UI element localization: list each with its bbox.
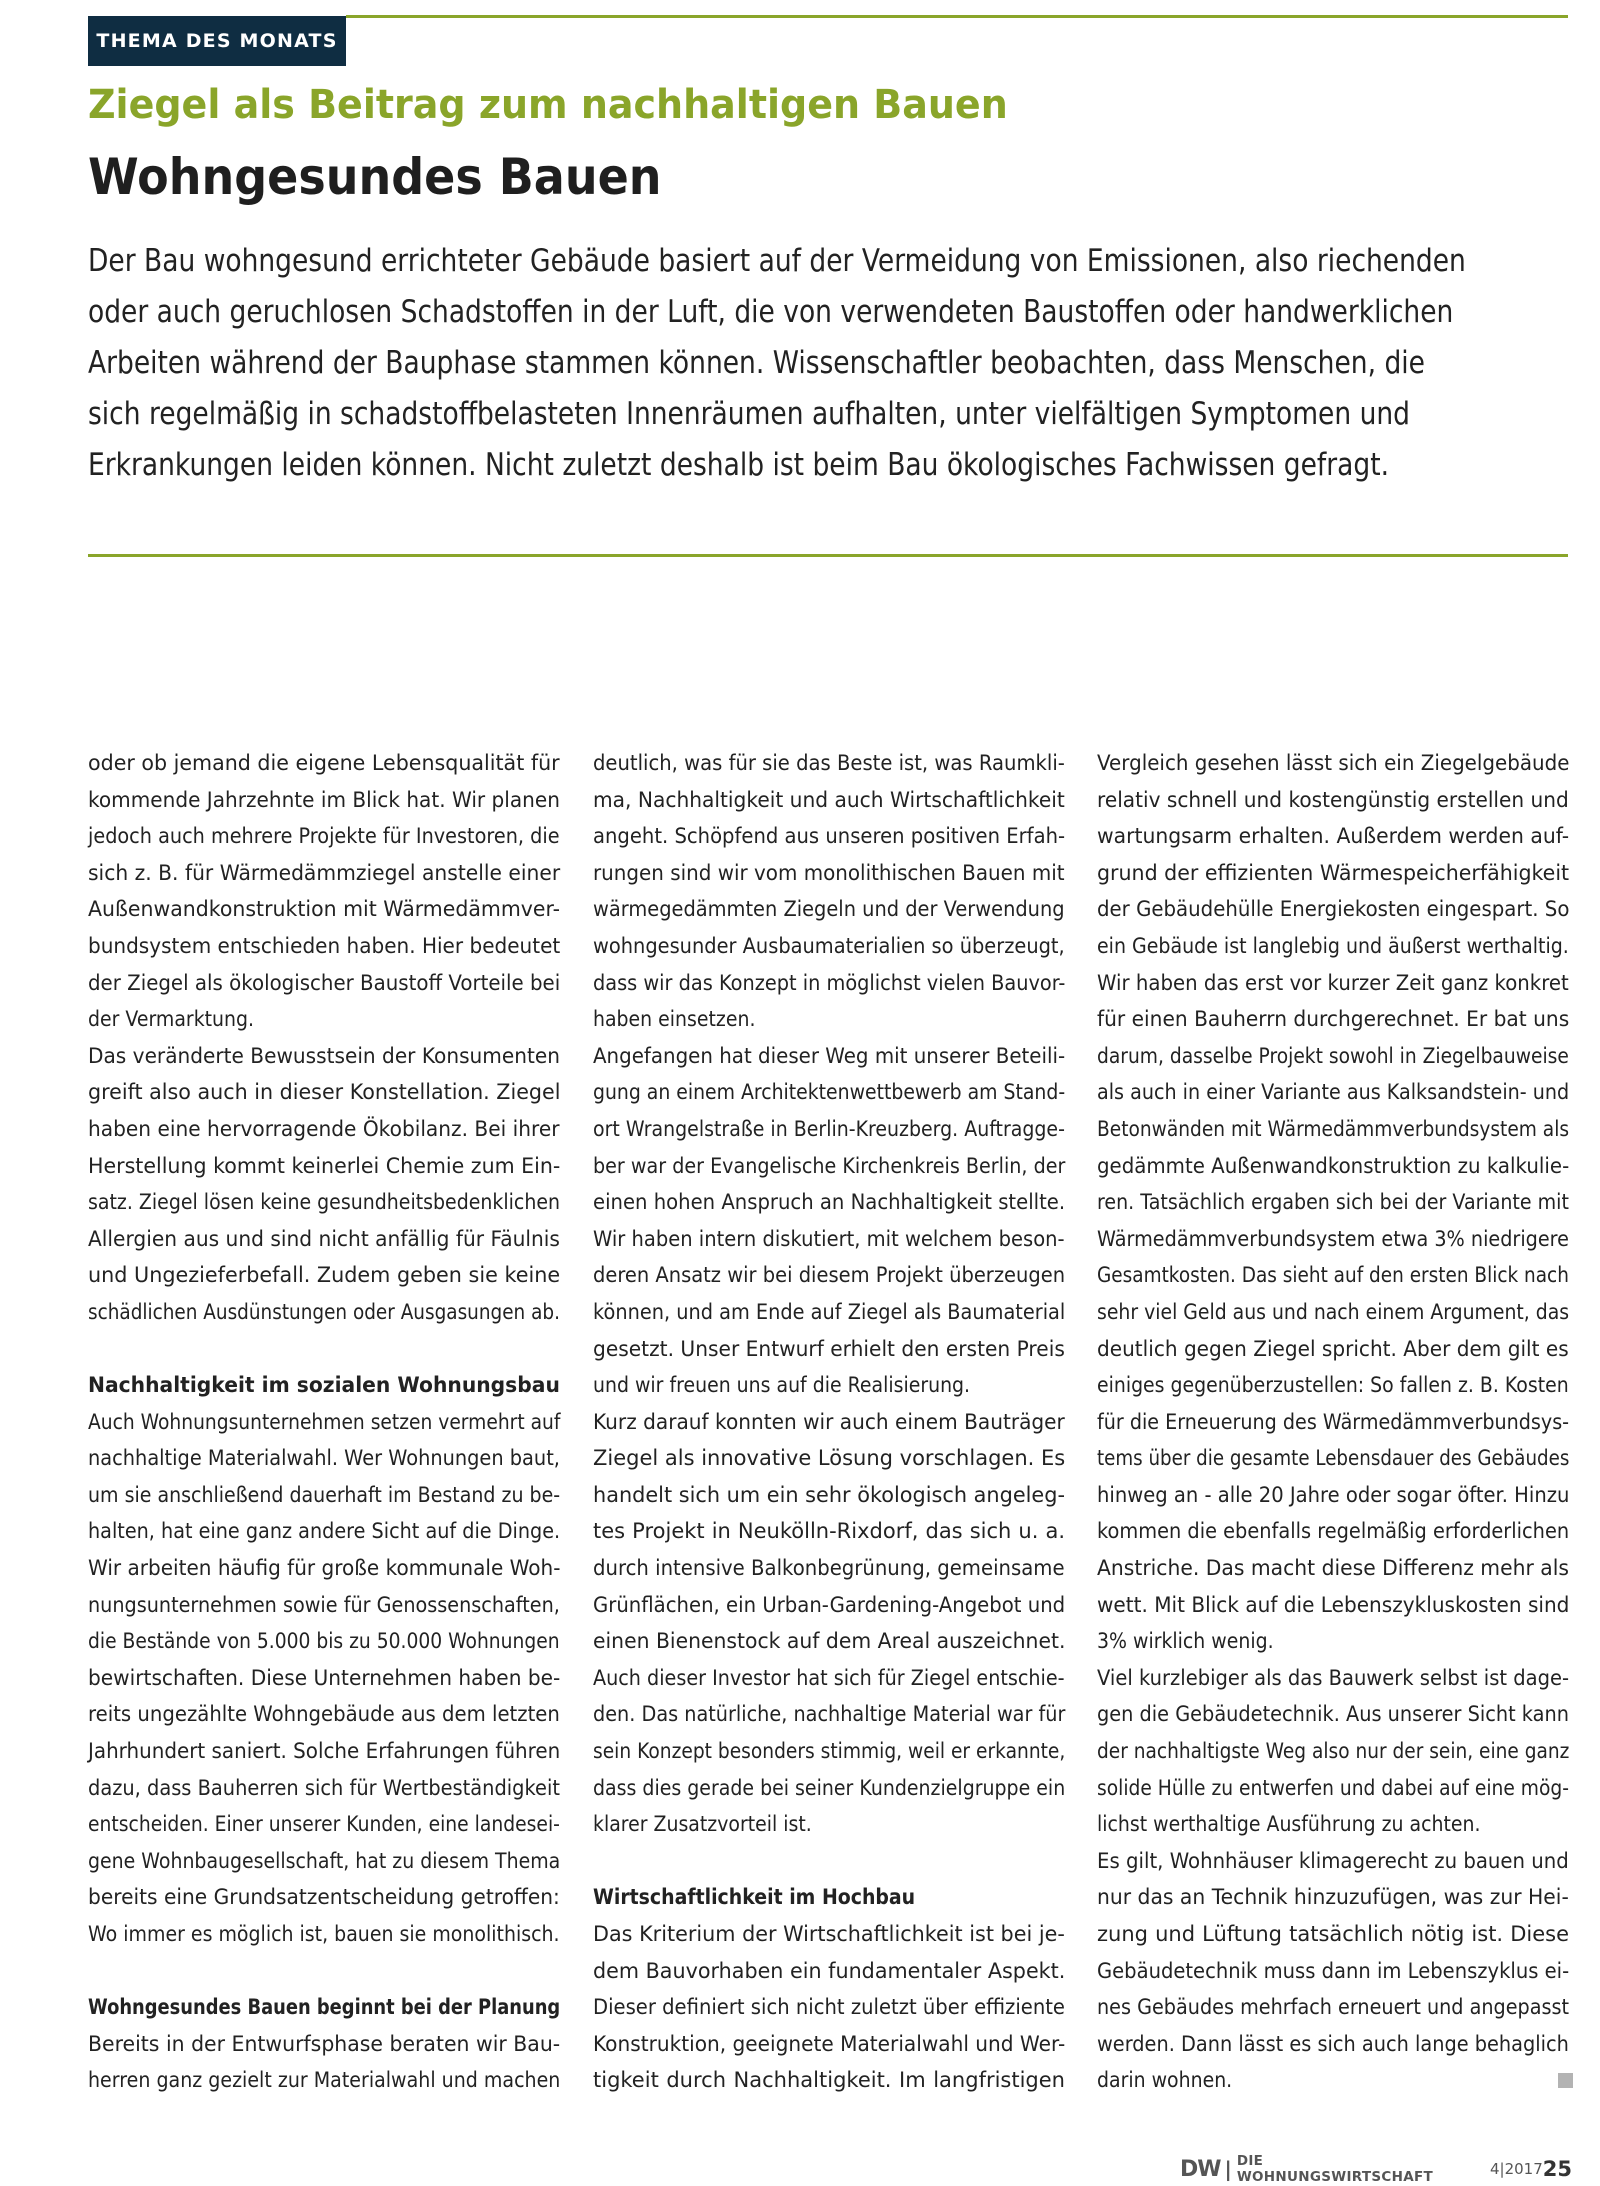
body-text: der Vermarktung. [88, 1007, 255, 1032]
body-text-line [88, 1623, 560, 1660]
body-text: entscheiden. Einer unserer Kunden, eine landesei- [88, 1812, 560, 1837]
body-text: halten, hat eine ganz andere Sicht auf die Dinge. [88, 1519, 561, 1544]
body-text-line [1097, 1843, 1569, 1880]
body-text-line [593, 855, 1065, 892]
body-text: handelt sich um ein sehr ökologisch angeleg- [593, 1482, 1065, 1507]
lead-line: Arbeiten während der Bauphase stammen können. Wissenschaftler beobachten, dass Menschen, die [88, 345, 1425, 381]
body-text: Auch dieser Investor hat sich für Ziegel entschie- [593, 1665, 1065, 1690]
body-text-line [1097, 1294, 1569, 1331]
body-text: lichst werthaltige Ausführung zu achten. [1097, 1812, 1481, 1837]
body-text: für die Erneuerung des Wärmedämmverbundsys- [1097, 1409, 1570, 1434]
body-text-line [593, 1074, 1065, 1111]
body-text-line [88, 1221, 560, 1258]
body-text: Das Kriterium der Wirtschaftlichkeit ist bei je- [593, 1922, 1065, 1946]
body-text-line [593, 1953, 1065, 1990]
body-text-line [88, 1879, 560, 1916]
body-text: Wir haben intern diskutiert, mit welchem beson- [593, 1226, 1065, 1251]
body-text: wartungsarm erhalten. Außerdem werden auf- [1097, 824, 1570, 849]
body-text-line [593, 1404, 1065, 1441]
body-text: Jahrhundert saniert. Solche Erfahrungen führen [88, 1739, 561, 1764]
body-text-line [88, 1294, 560, 1331]
body-text: zung und Lüftung tatsächlich nötig ist. Diese [1097, 1922, 1569, 1946]
body-text-line [1097, 891, 1569, 928]
body-text: 3% wirklich wenig. [1097, 1629, 1274, 1654]
body-text: ma, Nachhaltigkeit und auch Wirtschaftlichkeit [593, 787, 1065, 812]
body-text: herren ganz gezielt zur Materialwahl und machen [88, 2068, 561, 2093]
body-text: Viel kurzlebiger als das Bauwerk selbst ist dage- [1097, 1665, 1569, 1690]
body-text-line [593, 1367, 1065, 1404]
body-text-line [88, 1806, 560, 1843]
body-text-line [593, 1696, 1065, 1733]
body-text-line [88, 1660, 560, 1697]
body-text: jedoch auch mehrere Projekte für Investoren, die [88, 824, 560, 849]
body-text: dem Bauvorhaben ein fundamentaler Aspekt. [593, 1958, 1066, 1983]
text-column-3 [1097, 745, 1569, 2099]
body-text: Anstriche. Das macht diese Differenz mehr als [1097, 1556, 1569, 1581]
body-text-line [593, 745, 1065, 782]
body-text: klarer Zusatzvorteil ist. [593, 1812, 812, 1837]
text-column-2 [593, 745, 1065, 2099]
page-footer [1180, 2153, 1572, 2185]
body-text-line [593, 1513, 1065, 1550]
body-text-line [1097, 782, 1569, 819]
body-text: Grünflächen, ein Urban-Gardening-Angebot und [593, 1592, 1066, 1617]
body-text: und Ungezieferbefall. Zudem geben sie keine [88, 1263, 561, 1288]
body-text: Betonwänden mit Wärmedämmverbundsystem als [1097, 1116, 1570, 1141]
magazine-logo: DW [1180, 2156, 1221, 2182]
body-text: deutlich gegen Ziegel spricht. Aber dem gilt es [1097, 1336, 1569, 1361]
paragraph-gap [593, 1843, 1065, 1880]
body-text-line [1097, 1660, 1569, 1697]
body-text-line [88, 928, 560, 965]
body-text: sich z. B. für Wärmedämmziegel anstelle einer [88, 860, 561, 885]
body-text-line [88, 965, 560, 1002]
body-text-line [593, 1331, 1065, 1368]
body-text: sehr viel Geld aus und nach einem Argument, das [1097, 1299, 1570, 1324]
article-end-square-icon [1558, 2073, 1573, 2088]
body-text-line [593, 1038, 1065, 1075]
body-text: tigkeit durch Nachhaltigkeit. Im langfristigen [593, 2068, 1065, 2093]
body-text: haben einsetzen. [593, 1007, 756, 1032]
body-text-line [1097, 1111, 1569, 1148]
body-text-line [88, 1770, 560, 1807]
body-text-line [1097, 1733, 1569, 1770]
body-text-line [1097, 745, 1569, 782]
body-text-line [593, 782, 1065, 819]
body-text: einen hohen Anspruch an Nachhaltigkeit stellte. [593, 1190, 1066, 1215]
body-text-line [593, 1257, 1065, 1294]
body-text: der nachhaltigste Weg also nur der sein, eine ganz [1097, 1739, 1570, 1764]
body-text-line [1097, 1879, 1569, 1916]
body-text-line [1097, 818, 1569, 855]
body-text: kommen die ebenfalls regelmäßig erforderlichen [1097, 1519, 1570, 1544]
body-text-line [1097, 1623, 1569, 1660]
body-text: für einen Bauherrn durchgerechnet. Er bat uns [1097, 1007, 1570, 1032]
body-text-line [88, 1733, 560, 1770]
text-column-1 [88, 745, 560, 2099]
body-text-line [88, 1916, 560, 1953]
body-text: gen die Gebäudetechnik. Aus unserer Sicht kann [1097, 1702, 1569, 1727]
body-text-line [593, 2062, 1065, 2099]
body-text-line [1097, 1074, 1569, 1111]
body-text-line [593, 928, 1065, 965]
section-tag [88, 16, 346, 66]
body-text-line [88, 1587, 560, 1624]
body-text: ein Gebäude ist langlebig und äußerst werthaltig. [1097, 933, 1569, 958]
body-text: oder ob jemand die eigene Lebensqualität für [88, 751, 560, 775]
section-heading-text: Nachhaltigkeit im sozialen Wohnungsbau [88, 1373, 560, 1398]
body-text: gedämmte Außenwandkonstruktion zu kalkulie- [1097, 1153, 1570, 1178]
body-text-line [1097, 1696, 1569, 1733]
lead-paragraph [88, 236, 1588, 491]
body-text-line [1097, 965, 1569, 1002]
body-text-line [88, 1111, 560, 1148]
body-text-line [1097, 1257, 1569, 1294]
top-divider [346, 15, 1568, 18]
body-text: durch intensive Balkonbegrünung, gemeinsame [593, 1556, 1065, 1581]
body-text-line [593, 1916, 1065, 1953]
body-text-line [593, 1111, 1065, 1148]
body-text-line [1097, 1038, 1569, 1075]
body-text-line [1097, 1367, 1569, 1404]
body-text: Ziegel als innovative Lösung vorschlagen. Es [593, 1446, 1066, 1471]
body-text-line [88, 1001, 560, 1038]
body-text: Wir haben das erst vor kurzer Zeit ganz konkret [1097, 970, 1569, 995]
body-text: deren Ansatz wir bei diesem Projekt überzeugen [593, 1263, 1066, 1288]
body-text-line [88, 1843, 560, 1880]
body-text-line [88, 745, 560, 782]
body-text: dazu, dass Bauherren sich für Wertbeständigkeit [88, 1775, 560, 1800]
section-heading-text: Wohngesundes Bauen beginnt bei der Planung [88, 1995, 561, 2020]
section-heading [88, 1367, 560, 1404]
body-text-line [593, 1587, 1065, 1624]
page-number: 25 [1542, 2157, 1572, 2181]
body-text: der Gebäudehülle Energiekosten eingespart. So [1097, 897, 1570, 922]
body-text: gene Wohnbaugesellschaft, hat zu diesem Thema [88, 1848, 561, 1873]
lead-divider [88, 554, 1568, 557]
body-text: relativ schnell und kostengünstig erstellen und [1097, 787, 1569, 812]
body-text: satz. Ziegel lösen keine gesundheitsbedenklichen [88, 1190, 561, 1215]
body-text: darum, dasselbe Projekt sowohl in Ziegelbauweise [1097, 1043, 1569, 1068]
lead-line: oder auch geruchlosen Schadstoffen in der Luft, die von verwendeten Baustoffen oder handwerklichen [88, 294, 1454, 330]
body-text: Bereits in der Entwurfsphase beraten wir Bau- [88, 2031, 561, 2056]
body-text-line [593, 1477, 1065, 1514]
body-text-line [88, 1550, 560, 1587]
body-text-line [88, 1038, 560, 1075]
body-text-line [593, 1001, 1065, 1038]
body-text: darin wohnen. [1097, 2068, 1233, 2093]
body-text: nachhaltige Materialwahl. Wer Wohnungen baut, [88, 1446, 560, 1471]
body-text: rungen sind wir vom monolithischen Bauen mit [593, 860, 1065, 885]
body-text-line [593, 1989, 1065, 2026]
body-text-line [88, 2062, 560, 2099]
body-text-line [593, 1221, 1065, 1258]
body-text-line [593, 1806, 1065, 1843]
body-text: Vergleich gesehen lässt sich ein Ziegelgebäude [1097, 751, 1570, 775]
body-text-line [1097, 1404, 1569, 1441]
body-text-line [1097, 1221, 1569, 1258]
body-text: Allergien aus und sind nicht anfällig für Fäulnis [88, 1226, 560, 1251]
body-text: einiges gegenüberzustellen: So fallen z. B. Kosten [1097, 1373, 1569, 1398]
body-text: als auch in einer Variante aus Kalksandstein- und [1097, 1080, 1570, 1105]
body-text-line [1097, 928, 1569, 965]
body-text: Das veränderte Bewusstsein der Konsumenten [88, 1043, 560, 1068]
body-text: bereits eine Grundsatzentscheidung getroffen: [88, 1885, 560, 1910]
body-text: Dieser definiert sich nicht zuletzt über effiziente [593, 1995, 1065, 2020]
body-text: Auch Wohnungsunternehmen setzen vermehrt auf [88, 1409, 561, 1434]
body-text-line [88, 1074, 560, 1111]
body-text: angeht. Schöpfend aus unseren positiven Erfah- [593, 824, 1066, 849]
paragraph-gap [88, 1953, 560, 1990]
body-text: dass dies gerade bei seiner Kundenzielgruppe ein [593, 1775, 1066, 1800]
body-text: bundsystem entschieden haben. Hier bedeutet [88, 933, 561, 958]
lead-line: sich regelmäßig in schadstoffbelasteten Innenräumen aufhalten, unter vielfältigen Symptomen und [88, 396, 1410, 432]
body-text-line [88, 1404, 560, 1441]
body-text: Wärmedämmverbundsystem etwa 3% niedrigere [1097, 1226, 1569, 1251]
body-text: nes Gebäudes mehrfach erneuert und angepasst [1097, 1995, 1570, 2020]
body-text: Wo immer es möglich ist, bauen sie monolithisch. [88, 1922, 560, 1946]
body-text-line [593, 1184, 1065, 1221]
body-text-line [88, 1184, 560, 1221]
body-text: nungsunternehmen sowie für Genossenschaften, [88, 1592, 560, 1617]
body-text-line [88, 2026, 560, 2063]
body-text-line [593, 1148, 1065, 1185]
body-text: die Bestände von 5.000 bis zu 50.000 Wohnungen [88, 1629, 560, 1654]
body-text-line [1097, 1550, 1569, 1587]
article-kicker: Ziegel als Beitrag zum nachhaltigen Bauen [88, 82, 1008, 128]
body-text-line [88, 1440, 560, 1477]
section-heading-text: Wirtschaftlichkeit im Hochbau [593, 1885, 916, 1910]
body-text-line [1097, 1587, 1569, 1624]
body-text: ort Wrangelstraße in Berlin-Kreuzberg. Auftragge- [593, 1116, 1065, 1141]
lead-line: Erkrankungen leiden können. Nicht zuletzt deshalb ist beim Bau ökologisches Fachwissen gefragt. [88, 447, 1390, 483]
body-text: Wir arbeiten häufig für große kommunale Woh- [88, 1556, 561, 1581]
body-text-line [1097, 1148, 1569, 1185]
body-text: der Ziegel als ökologischer Baustoff Vorteile bei [88, 970, 561, 995]
section-tag-label: THEMA DES MONATS [96, 30, 338, 52]
body-text: bewirtschaften. Diese Unternehmen haben be- [88, 1665, 561, 1690]
body-text: den. Das natürliche, nachhaltige Material war für [593, 1702, 1066, 1727]
body-text-line [593, 818, 1065, 855]
body-text-line [1097, 1001, 1569, 1038]
body-text-line [593, 1550, 1065, 1587]
section-heading [593, 1879, 1065, 1916]
body-text: können, und am Ende auf Ziegel als Baumaterial [593, 1299, 1066, 1324]
body-text: wett. Mit Blick auf die Lebenszykluskosten sind [1097, 1592, 1570, 1617]
body-text-line [1097, 1916, 1569, 1953]
lead-line: Der Bau wohngesund errichteter Gebäude basiert auf der Vermeidung von Emissionen, also riechenden [88, 243, 1466, 279]
body-text-line [1097, 2026, 1569, 2063]
body-text: sein Konzept besonders stimmig, weil er erkannte, [593, 1739, 1066, 1764]
body-text-line [88, 1696, 560, 1733]
body-text: Konstruktion, geeignete Materialwahl und Wer- [593, 2031, 1066, 2056]
body-text: und wir freuen uns auf die Realisierung. [593, 1373, 971, 1398]
issue-number: 4|2017 [1489, 2160, 1543, 2178]
body-text-line [593, 1660, 1065, 1697]
body-text: werden. Dann lässt es sich auch lange behaglich [1097, 2031, 1569, 2056]
body-text: Kurz darauf konnten wir auch einem Bauträger [593, 1409, 1065, 1434]
body-text-line [593, 891, 1065, 928]
body-text-line [88, 818, 560, 855]
body-text-line [1097, 1477, 1569, 1514]
body-text-line [593, 2026, 1065, 2063]
body-text-line [1097, 1770, 1569, 1807]
body-text: einen Bienenstock auf dem Areal auszeichnet. [593, 1629, 1066, 1654]
body-text-line [1097, 1440, 1569, 1477]
body-text: Gesamtkosten. Das sieht auf den ersten Blick nach [1097, 1263, 1569, 1288]
body-text-line [593, 1733, 1065, 1770]
body-text: reits ungezählte Wohngebäude aus dem letzten [88, 1702, 560, 1727]
article-title: Wohngesundes Bauen [88, 148, 662, 206]
body-text: haben eine hervorragende Ökobilanz. Bei ihrer [88, 1116, 560, 1141]
body-text: Außenwandkonstruktion mit Wärmedämmver- [88, 897, 561, 922]
body-text-line [593, 1294, 1065, 1331]
body-text: Es gilt, Wohnhäuser klimagerecht zu bauen und [1097, 1848, 1569, 1873]
body-text-line [88, 891, 560, 928]
body-text-line [1097, 1331, 1569, 1368]
body-text-line [88, 1477, 560, 1514]
body-text-line [1097, 1953, 1569, 1990]
body-text: gesetzt. Unser Entwurf erhielt den ersten Preis [593, 1336, 1065, 1361]
body-text: Gebäudetechnik muss dann im Lebenszyklus ei- [1097, 1958, 1570, 1983]
body-text-line [88, 1257, 560, 1294]
body-text-line [88, 855, 560, 892]
body-text: solide Hülle zu entwerfen und dabei auf eine mög- [1097, 1775, 1569, 1800]
body-text-line [1097, 1184, 1569, 1221]
body-text-line [1097, 1513, 1569, 1550]
body-text: kommende Jahrzehnte im Blick hat. Wir planen [88, 787, 560, 812]
body-text: ren. Tatsächlich ergaben sich bei der Variante mit [1097, 1190, 1569, 1215]
footer-separator: | [1224, 2157, 1232, 2181]
body-text: greift also auch in dieser Konstellation. Ziegel [88, 1080, 561, 1105]
body-text: grund der effizienten Wärmespeicherfähigkeit [1097, 860, 1570, 885]
paragraph-gap [88, 1331, 560, 1368]
body-text-line [593, 1623, 1065, 1660]
body-text: tes Projekt in Neukölln-Rixdorf, das sich u. a. [593, 1519, 1065, 1544]
body-text-line [88, 1513, 560, 1550]
body-text: ber war der Evangelische Kirchenkreis Berlin, der [593, 1153, 1066, 1178]
section-heading [88, 1989, 560, 2026]
body-text: nur das an Technik hinzuzufügen, was zur Hei- [1097, 1885, 1569, 1910]
body-text-line [88, 1148, 560, 1185]
body-text: Angefangen hat dieser Weg mit unserer Beteili- [593, 1043, 1066, 1068]
body-text: Herstellung kommt keinerlei Chemie zum Ein- [88, 1153, 561, 1178]
body-text: schädlichen Ausdünstungen oder Ausgasungen ab. [88, 1299, 560, 1324]
body-text: gung an einem Architektenwettbewerb am Stand- [593, 1080, 1066, 1105]
body-text: wohngesunder Ausbaumaterialien so überzeugt, [593, 933, 1065, 958]
body-text-line [1097, 1806, 1569, 1843]
body-text: tems über die gesamte Lebensdauer des Gebäudes [1097, 1446, 1570, 1471]
body-text: deutlich, was für sie das Beste ist, was Raumkli- [593, 751, 1065, 775]
body-text-line [593, 1440, 1065, 1477]
body-text: wärmegedämmten Ziegeln und der Verwendung [593, 897, 1065, 922]
body-text: hinweg an - alle 20 Jahre oder sogar öfter. Hinzu [1097, 1482, 1570, 1507]
body-text: dass wir das Konzept in möglichst vielen Bauvor- [593, 970, 1066, 995]
body-text-line [1097, 2062, 1569, 2099]
body-text-line [593, 1770, 1065, 1807]
body-text-line [88, 782, 560, 819]
body-text-line [593, 965, 1065, 1002]
body-text: um sie anschließend dauerhaft im Bestand zu be- [88, 1482, 561, 1507]
body-text-line [1097, 1989, 1569, 2026]
body-text-line [1097, 855, 1569, 892]
magazine-name: DIE WOHNUNGSWIRTSCHAFT [1236, 2153, 1433, 2185]
